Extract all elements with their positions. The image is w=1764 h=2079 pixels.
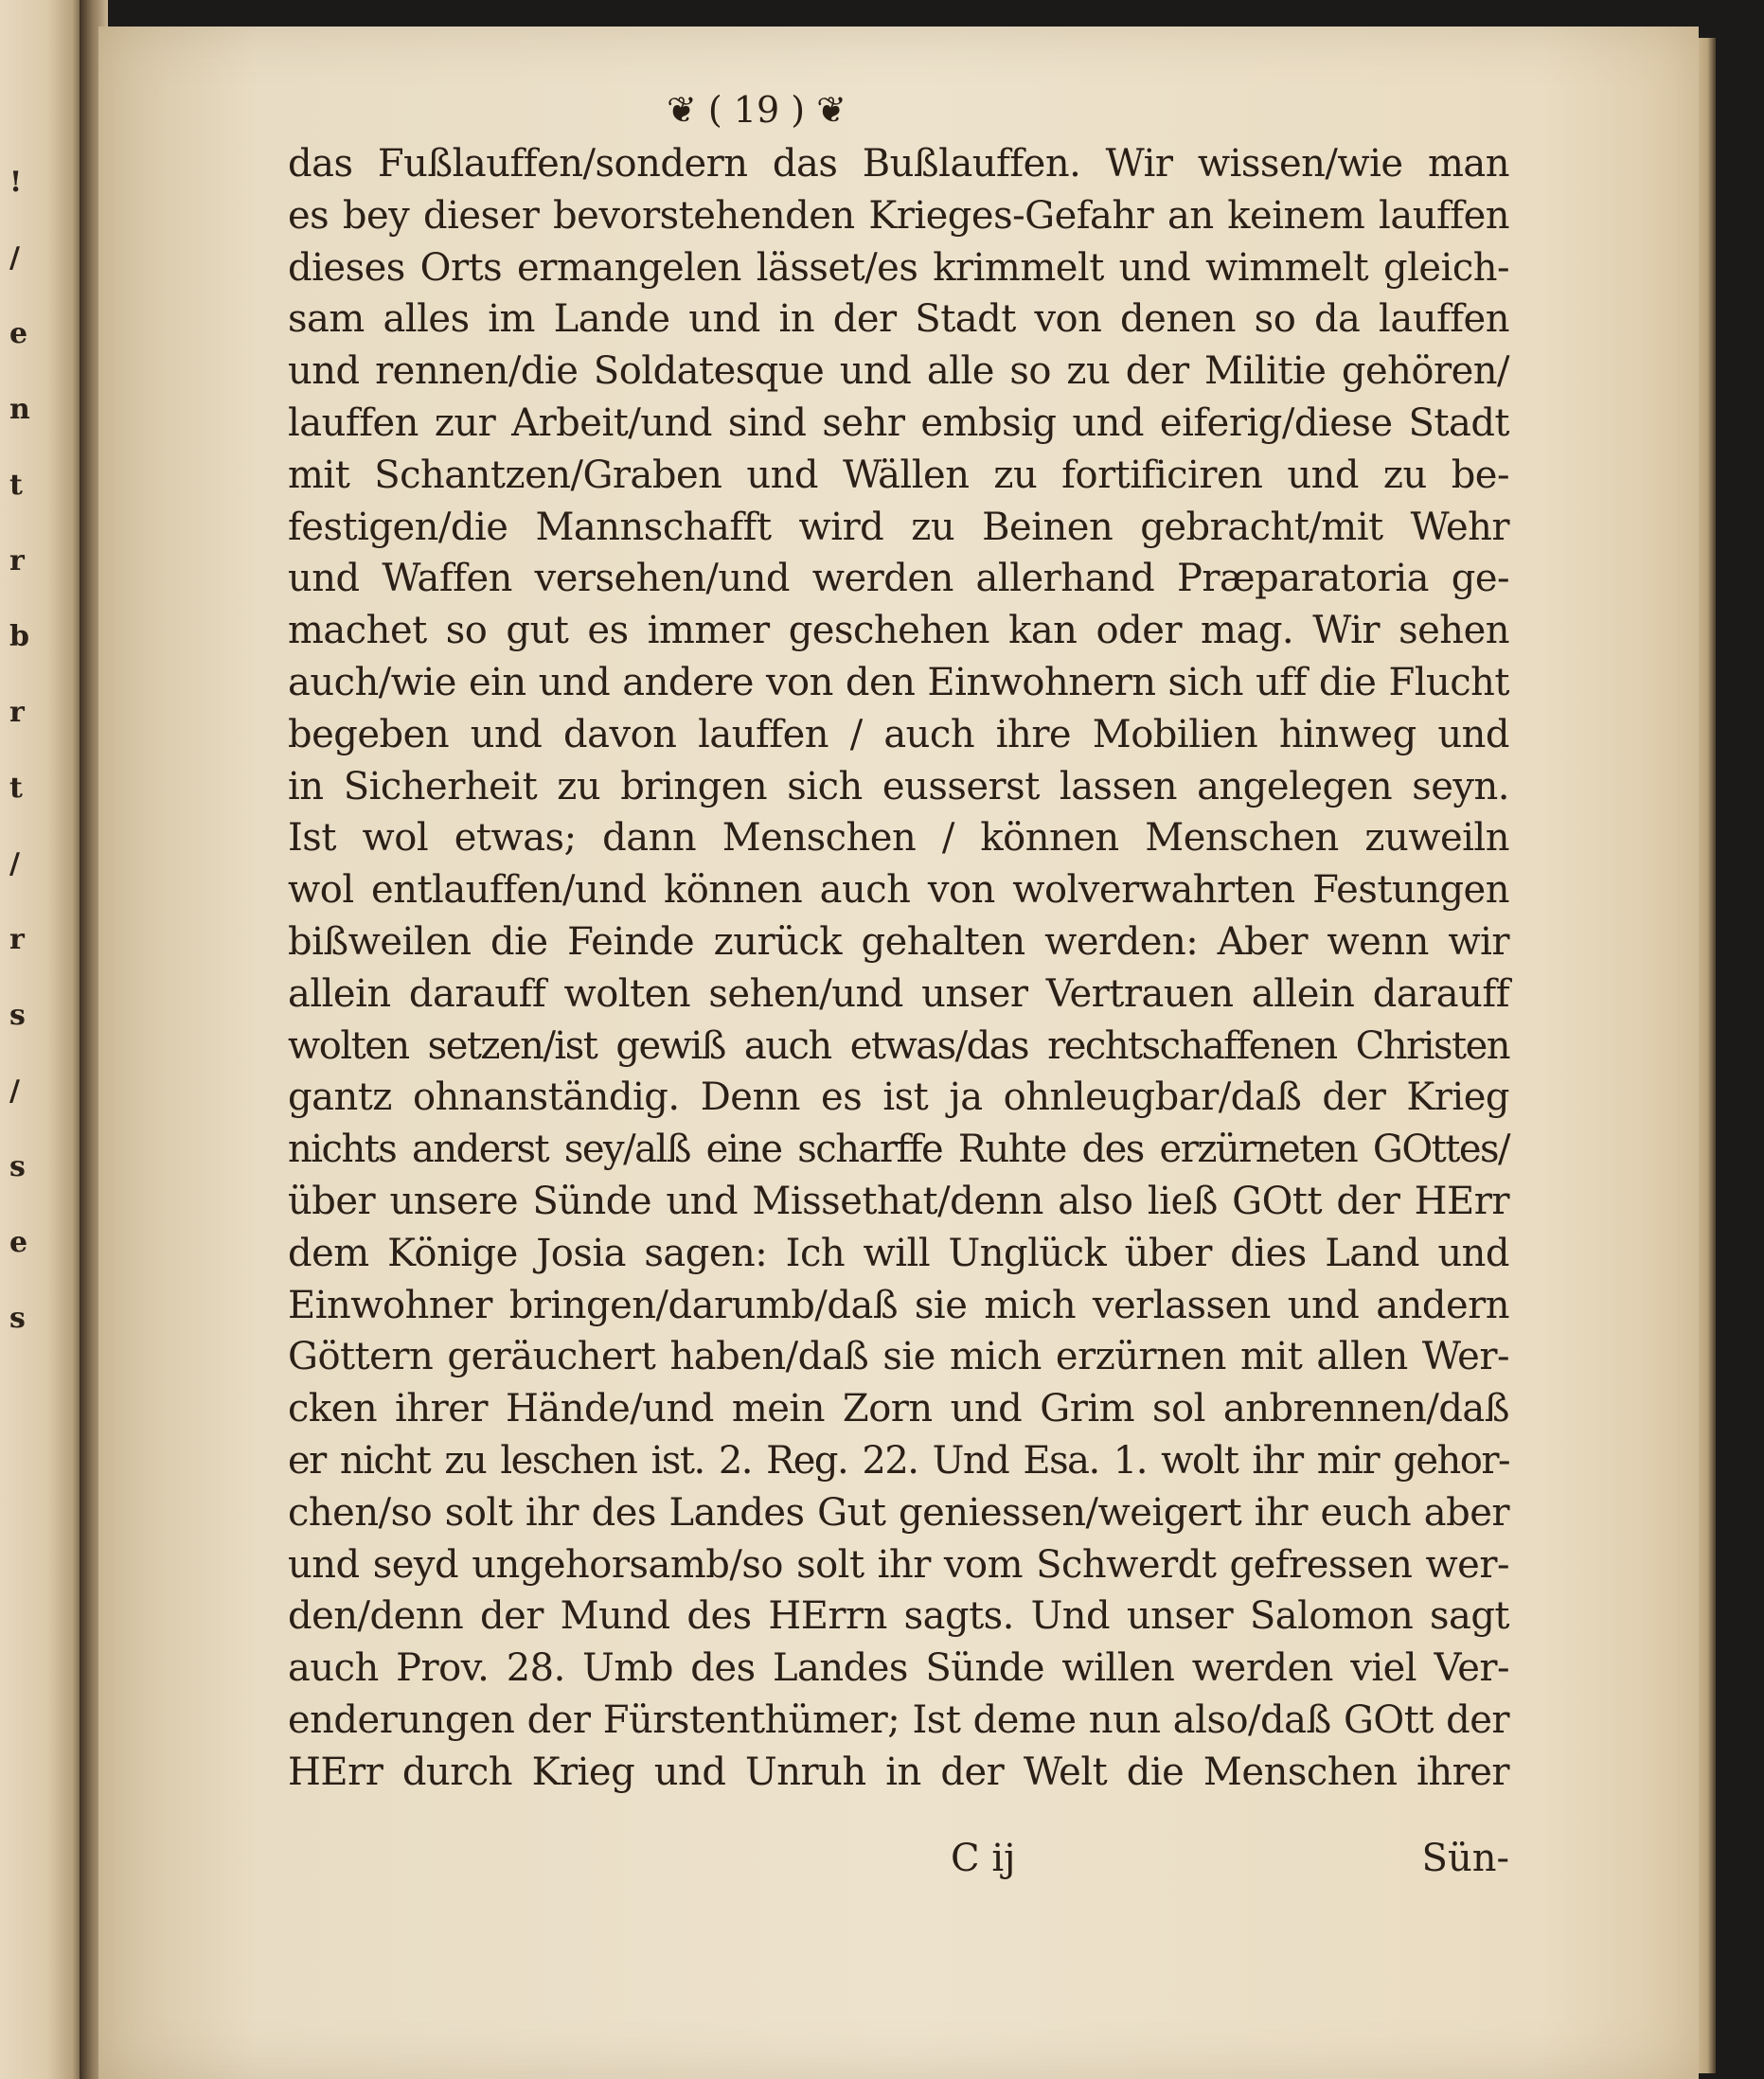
text-line: auch Prov. 28. Umb des Landes Sünde willen werden viel Ver- — [288, 1646, 1509, 1691]
left-page-edge-char: s — [9, 999, 26, 1032]
header-ornament-right-icon: ❦ — [816, 89, 847, 131]
text-line: das Fußlauffen/sondern das Bußlauffen. Wir wissen/wie man — [288, 142, 1509, 186]
text-line: cken ihrer Hände/und mein Zorn und Grim sol anbrennen/daß — [288, 1387, 1509, 1431]
catchword: Sün- — [1421, 1837, 1509, 1880]
page-footer — [288, 1837, 1509, 1893]
text-line: lauffen zur Arbeit/und sind sehr embsig und eiferig/diese Stadt — [288, 400, 1509, 445]
left-page-edge — [0, 0, 85, 2079]
text-line: und Waffen versehen/und werden allerhand Præparatoria ge- — [288, 557, 1509, 601]
header-ornament-left-icon: ❦ — [666, 89, 697, 131]
text-line: begeben und davon lauffen / auch ihre Mobilien hinweg und — [288, 712, 1509, 756]
text-line: den/denn der Mund des HErrn sagts. Und unser Salomon sagt — [288, 1594, 1509, 1639]
text-line: festigen/die Mannschafft wird zu Beinen gebracht/mit Wehr — [288, 505, 1509, 549]
text-line: wol entlauffen/und können auch von wolverwahrten Festungen — [288, 868, 1509, 913]
page-number: ( 19 ) — [707, 89, 806, 131]
text-line: und rennen/die Soldatesque und alle so zu der Militie gehören/ — [288, 349, 1509, 394]
left-page-edge-char: t — [9, 772, 23, 805]
left-page-edge-char: / — [9, 847, 20, 880]
text-line: über unsere Sünde und Missethat/denn also ließ GOtt der HErr — [288, 1179, 1509, 1223]
text-line: bißweilen die Feinde zurück gehalten werden: Aber wenn wir — [288, 919, 1509, 964]
left-page-edge-char: ! — [9, 166, 23, 199]
text-line: machet so gut es immer geschehen kan oder mag. Wir sehen — [288, 609, 1509, 653]
text-line: dem Könige Josia sagen: Ich will Unglück über dies Land und — [288, 1231, 1509, 1275]
left-page-edge-char: b — [9, 620, 29, 653]
left-page-edge-char: r — [9, 696, 25, 729]
left-page-edge-char: t — [9, 469, 23, 502]
text-line: dieses Orts ermangelen lässet/es krimmelt und wimmelt gleich- — [288, 245, 1509, 290]
text-line: es bey dieser bevorstehenden Krieges-Gefahr an keinem lauffen — [288, 193, 1509, 238]
text-line: auch/wie ein und andere von den Einwohnern sich uff die Flucht — [288, 660, 1509, 704]
text-line: sam alles im Lande und in der Stadt von denen so da lauffen — [288, 297, 1509, 342]
left-page-edge-char: e — [9, 317, 28, 350]
text-line: chen/so solt ihr des Landes Gut geniessen/weigert ihr euch aber — [288, 1490, 1509, 1535]
text-line: gantz ohnanständig. Denn es ist ja ohnleugbar/daß der Krieg — [288, 1075, 1509, 1120]
text-line: Ist wol etwas; dann Menschen / können Menschen zuweiln — [288, 816, 1509, 861]
text-line: allein darauff wolten sehen/und unser Vertrauen allein darauff — [288, 971, 1509, 1016]
page-header — [98, 89, 1699, 131]
left-page-edge-char: r — [9, 544, 25, 578]
left-page-edge-char: / — [9, 241, 20, 275]
text-line: er nicht zu leschen ist. 2. Reg. 22. Und Esa. 1. wolt ihr mir gehor- — [288, 1438, 1509, 1483]
left-page-edge-char: e — [9, 1226, 28, 1259]
text-line: HErr durch Krieg und Unruh in der Welt die Menschen ihrer — [288, 1750, 1509, 1794]
text-line: wolten setzen/ist gewiß auch etwas/das rechtschaffenen Christen — [288, 1023, 1509, 1068]
text-line: in Sicherheit zu bringen sich eusserst lassen angelegen seyn. — [288, 764, 1509, 808]
left-page-edge-char: n — [9, 393, 30, 426]
left-page-edge-char: s — [9, 1302, 26, 1335]
text-line: Einwohner bringen/darumb/daß sie mich verlassen und andern — [288, 1283, 1509, 1327]
text-line: enderungen der Fürstenthümer; Ist deme nun also/daß GOtt der — [288, 1697, 1509, 1742]
signature-mark: C ij — [951, 1837, 1016, 1880]
text-line: und seyd ungehorsamb/so solt ihr vom Schwerdt gefressen wer- — [288, 1542, 1509, 1587]
left-page-edge-char: s — [9, 1150, 26, 1183]
text-line: mit Schantzen/Graben und Wällen zu fortificiren und zu be- — [288, 453, 1509, 497]
book-page — [98, 27, 1699, 2079]
left-page-edge-char: r — [9, 923, 25, 956]
text-line: Göttern geräuchert haben/daß sie mich erzürnen mit allen Wer- — [288, 1335, 1509, 1379]
body-text — [288, 138, 1509, 1799]
text-line: nichts anderst sey/alß eine scharffe Ruhte des erzürneten GOttes/ — [288, 1128, 1509, 1172]
left-page-edge-char: / — [9, 1075, 20, 1108]
